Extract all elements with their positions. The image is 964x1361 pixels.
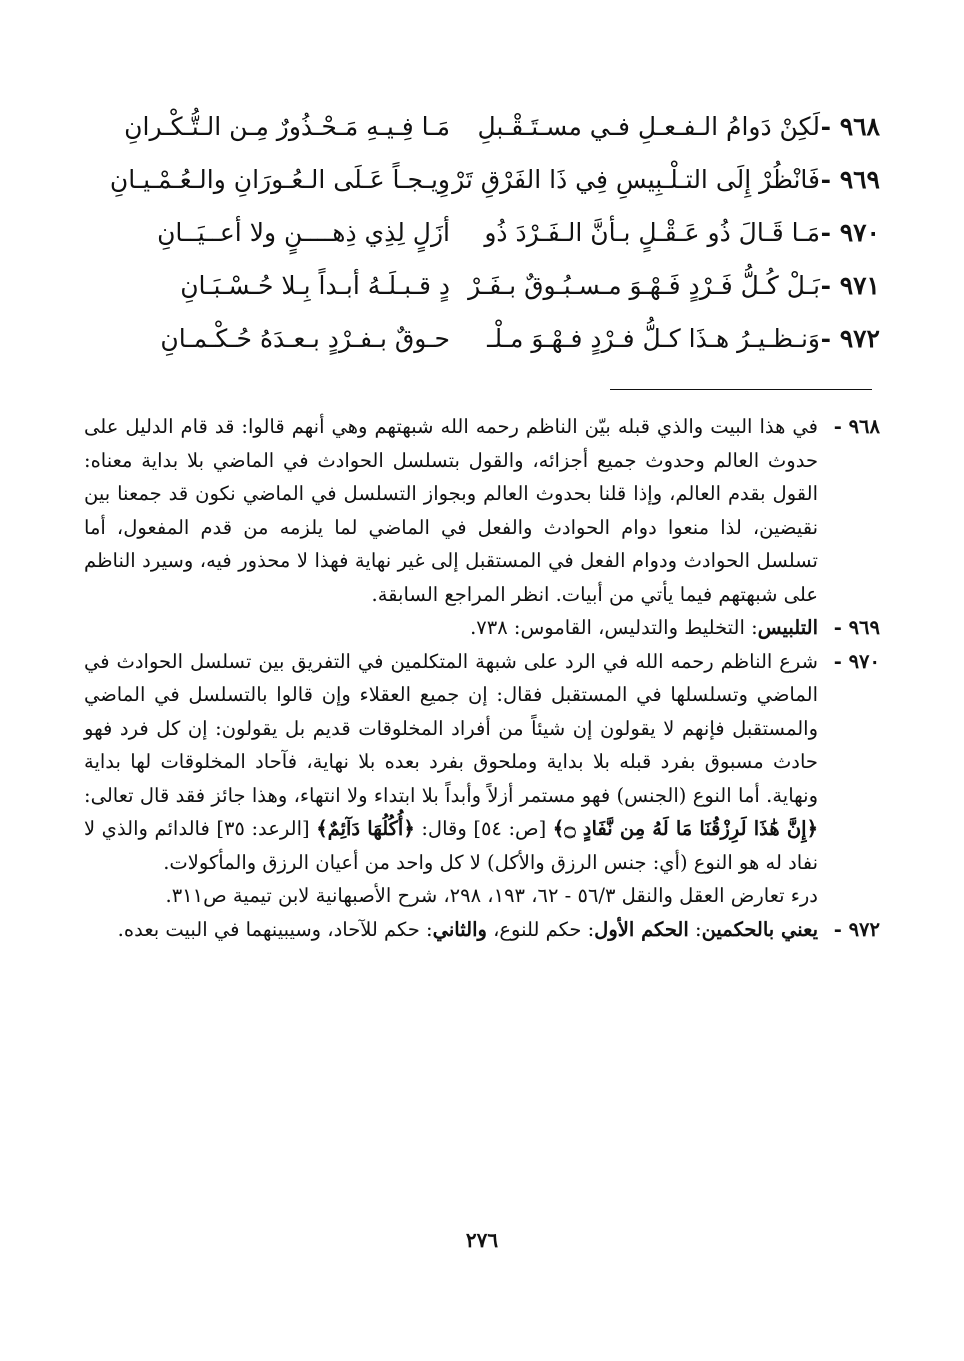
- footnote-969: [84, 611, 880, 645]
- footnote-970: [84, 645, 880, 913]
- quran-verse: ﴿إِنَّ هَٰذَا لَرِزْقُنَا مَا لَهُ مِن نَّفَادٍ ۝﴾: [552, 817, 819, 840]
- verse-row: [84, 206, 880, 259]
- verse-number: ٩٧١ -: [820, 271, 880, 300]
- verse-number: ٩٧٠ -: [820, 218, 880, 247]
- verse-first-hemistich: بَـلْ كُـلُّ فَـرْدٍ فَـهْـوَ مـسـبُـوقٌ بـفَـرْ: [468, 271, 820, 300]
- footnotes: [84, 410, 880, 946]
- verse-second-hemistich: أزَلٍ لِذِي ذِهــــنٍ ولا أعــيَــانِ: [157, 218, 450, 247]
- footnote-term: يعني بالحكمين: [701, 917, 818, 941]
- footnote-number: ٩٧٠ -: [833, 649, 880, 673]
- footnote-text-part: : حكم للنوع،: [486, 917, 595, 941]
- footnote-body: [84, 410, 818, 611]
- footnote-number: ٩٧٢ -: [833, 917, 880, 941]
- verse-first-hemistich: لَكِنْ دَوامُ الـفـعـلِ فـي مسـتَـقْـبلِ: [477, 112, 820, 141]
- footnote-term: الحكم الأول: [594, 917, 689, 941]
- page-number: ٢٧٦: [465, 1228, 499, 1252]
- verse-first-hemistich: فَانْظُرْ إِلَى التـلْـبِيسِ فِي ذَا الفَرْقِ تَرْ: [452, 165, 820, 194]
- verse-second-hemistich: مَـا فِـيـهِ مَـحْـذُورٌ مِـن الـتُّـكْـرانِ: [124, 112, 450, 141]
- footnote-references: درء تعارض العقل والنقل ٥٦/٣ - ٦٢، ١٩٣، ٢٩٨، شرح الأصبهانية لابن تيمية ص٣١١.: [165, 884, 818, 907]
- poem-verses: [84, 100, 880, 365]
- footnote-968: [84, 410, 880, 611]
- verse-number: ٩٦٨ -: [820, 112, 880, 141]
- footnote-text: [84, 611, 818, 645]
- footnote-text: [84, 645, 818, 880]
- footnote-definition: : التخليط والتدليس، القاموس: ٧٣٨.: [470, 616, 758, 639]
- footnote-body: [84, 913, 818, 947]
- footnote-972: [84, 913, 880, 947]
- verse-second-hemistich: وِيـجـاً عَـلَى الـعُـورَانِ والـعُـمْـيـانِ: [109, 165, 450, 194]
- verse-number: ٩٧٢ -: [820, 324, 880, 353]
- verse-second-hemistich: حـوقٌ بـفـرْدٍ بـعـدَهُ حُـكْـمـانِ: [160, 324, 450, 353]
- verse-row: [84, 153, 880, 206]
- footnote-text: [84, 913, 818, 947]
- quran-verse: ﴿أُكُلُهَا دَآئِمٌ﴾: [316, 817, 415, 840]
- footnote-text-part: : حكم للآحاد، وسيبينهما في البيت بعده.: [117, 917, 433, 941]
- footnote-term: التلبيس: [757, 616, 818, 639]
- footnote-text-part: [الرعد: ٣٥] فالدائم والذي لا نفاد له هو النوع (أي: جنس الرزق والأكل) لا كل واحد من أعيان الرزق والمأكولات.: [84, 817, 818, 874]
- verse-number: ٩٦٩ -: [820, 165, 880, 194]
- verse-first-hemistich: وَنـظـيـرُ هـذَا كـلُّ فـرْدٍ فـهْـوَ مـلْـ: [487, 324, 820, 353]
- footnote-number: ٩٦٩ -: [833, 616, 880, 639]
- page-content: [84, 100, 880, 946]
- footnote-number: ٩٦٨ -: [833, 415, 880, 438]
- verse-row: [84, 259, 880, 312]
- verse-first-hemistich: مَـا قَـالَ ذُو عَـقْـلٍ بـأنَّ الـفَـرْدَ ذُو: [484, 218, 820, 247]
- footnote-term: والثاني: [432, 917, 487, 941]
- footnote-separator: [610, 389, 872, 390]
- footnote-text: في هذا البيت والذي قبله بيّن الناظم رحمه الله شبهتهم وهي أنهم قالوا: قد قام الدليل على حدوث العالم وحدوث جميع أجزائه، والقول بتسلسل الحوادث في الماضي بلا بداية معناه: القول بقدم العالم، وإذا قلنا بحدوث العالم وبجواز التسلسل في الماضي نكون قد جمعنا بين نقيضين، لذا منعوا دوام الحوادث والفعل في الماضي لما يلزمه من قدم المفعول، أما تسلسل الحوادث ودوام الفعل في المستقبل إلى غير نهاية فهذا لا محذور فيه، وسيرد الناظم على شبهتهم فيما يأتي من أبيات. انظر المراجع السابقة.: [84, 415, 818, 606]
- footnote-body: [84, 611, 818, 645]
- footnote-text-part: شرع الناظم رحمه الله في الرد على شبهة المتكلمين في التفريق بين تسلسل الحوادث في الماضي وتسلسلها في المستقبل فقال: إن جميع العقلاء وإن قالوا بالتسلسل في الماضي والمستقبل فإنهم لا يقولون إن شيئاً من أفراد المخلوقات قديم بل يقولون: إن كل فرد فهو حادث مسبوق بفرد قبله بلا بداية وملحوق بفرد بعده بلا نهاية، فآحاد المخلوقات لها بداية ونهاية. أما النوع (الجنس) فهو مستمر أزلاً وأبداً بلا ابتداء ولا انتهاء، وهذا جائز فقد قال تعالى:: [84, 649, 818, 807]
- quran-reference: [ص: ٥٤] وقال:: [421, 817, 547, 840]
- verse-row: [84, 312, 880, 365]
- verse-second-hemistich: دٍ قـبـلَـهُ أبـداً بِـلا حُـسْـبَـانِ: [180, 271, 450, 300]
- footnote-separator-text: :: [688, 917, 702, 941]
- footnote-body: [84, 645, 818, 913]
- verse-row: [84, 100, 880, 153]
